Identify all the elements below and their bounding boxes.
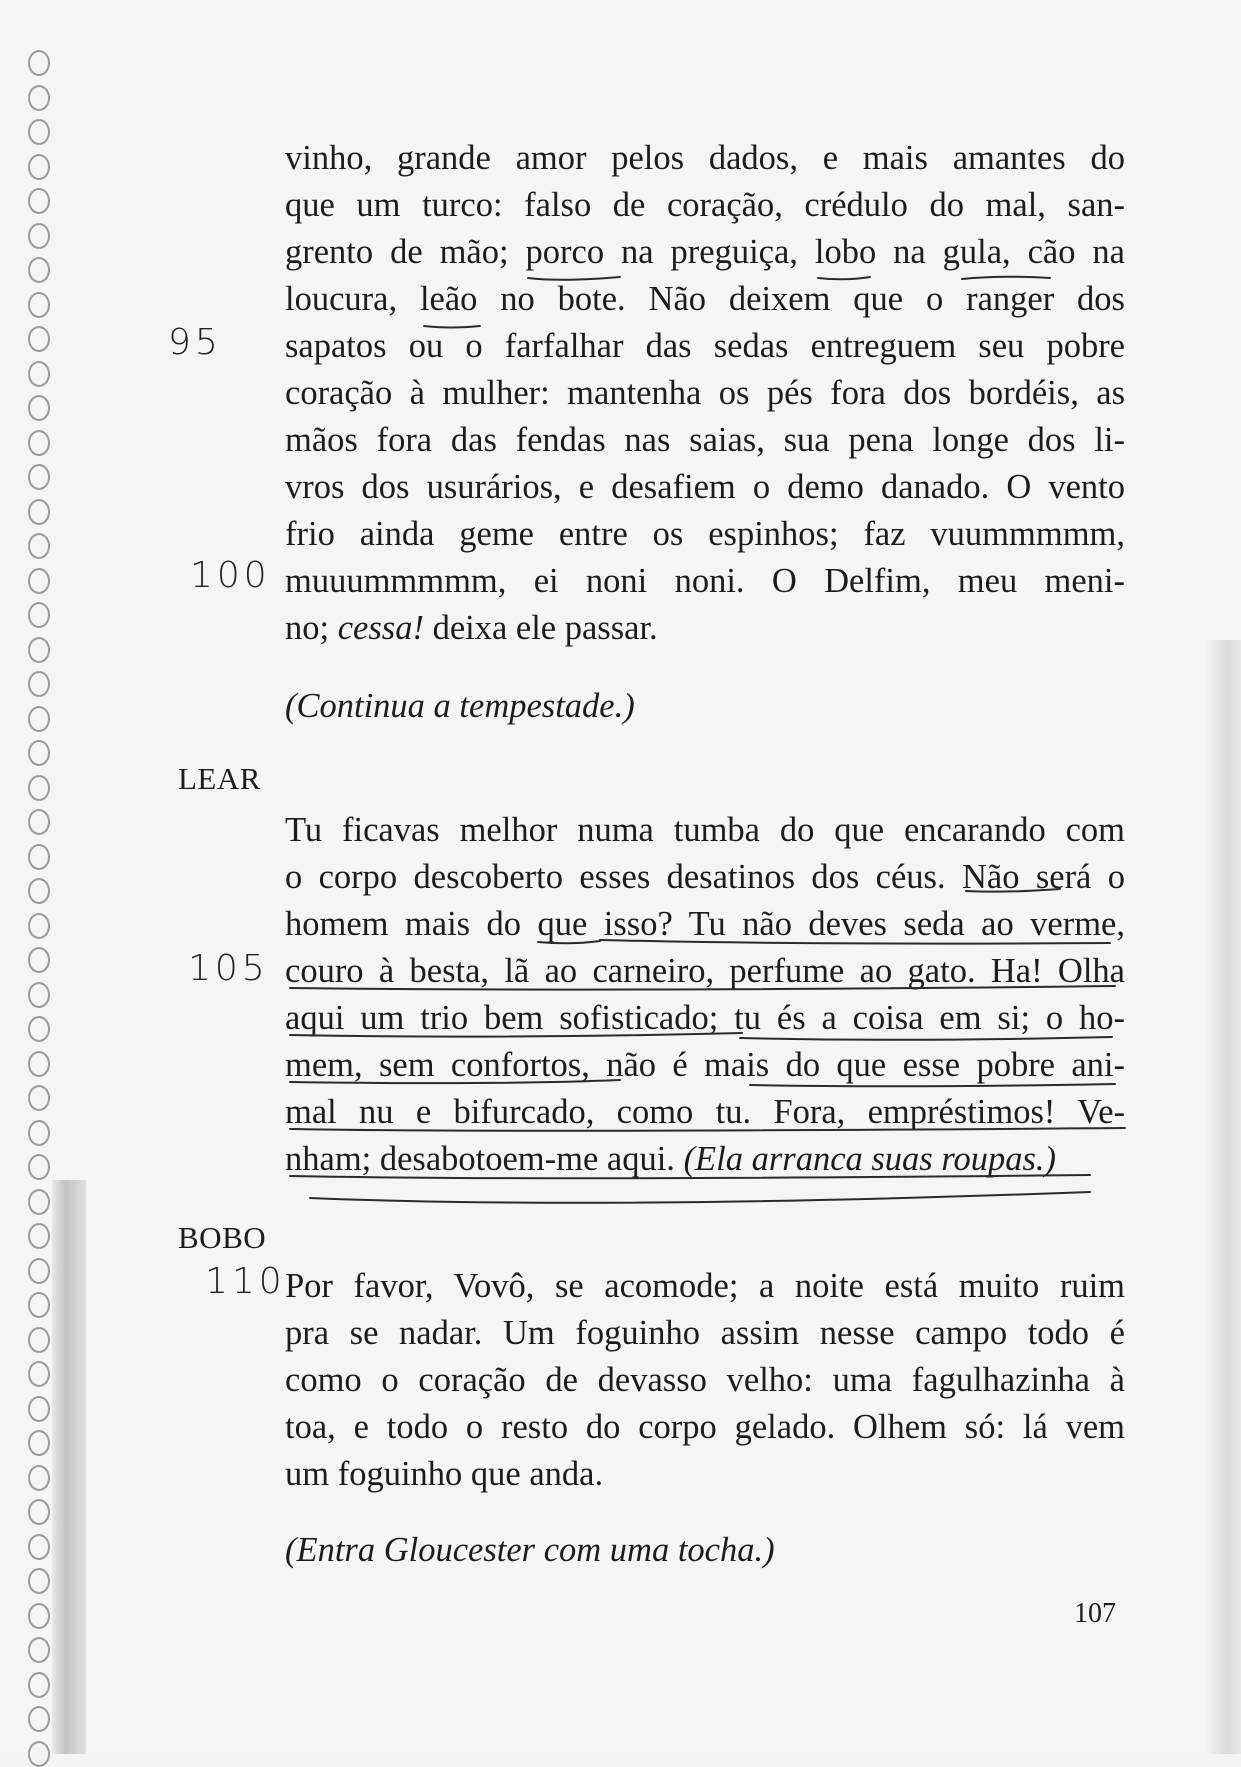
text-line: frio ainda geme entre os espinhos; faz vuummmmm,: [285, 515, 1125, 553]
text-line: que um turco: falso de coração, crédulo do mal, san-: [285, 186, 1125, 224]
underline-mark: [750, 1084, 1115, 1086]
text-line: mem, sem confortos, não é mais do que esse pobre ani-: [285, 1046, 1125, 1084]
text-line: o corpo descoberto esses desatinos dos céus. Não será o: [285, 858, 1125, 896]
italic-word: cessa!: [337, 609, 424, 647]
page-number: 107: [1074, 1598, 1116, 1629]
underline-mark: [740, 1037, 1112, 1040]
underline-mark: [290, 1033, 742, 1037]
underline-mark: [290, 986, 1115, 990]
text-line: toa, e todo o resto do corpo gelado. Olhem só: lá vem: [285, 1408, 1125, 1446]
margin-line-number: 100: [190, 555, 271, 596]
text-line: muuummmmm, ei noni noni. O Delfim, meu meni-: [285, 562, 1125, 600]
text-line: como o coração de devasso velho: uma fagulhazinha à: [285, 1361, 1125, 1399]
text-line: Tu ficavas melhor numa tumba do que encarando com: [285, 811, 1125, 849]
text-line: couro à besta, lã ao carneiro, perfume ao gato. Ha! Olha: [285, 952, 1125, 990]
text-line: grento de mão; porco na preguiça, lobo na gula, cão na: [285, 233, 1125, 271]
underline-mark: [962, 277, 1050, 279]
text-line: mal nu e bifurcado, como tu. Fora, empréstimos! Ve-: [285, 1093, 1125, 1131]
stage-direction: (Entra Gloucester com uma tocha.): [285, 1531, 775, 1569]
text-run: nham; desabotoem-me aqui.: [285, 1140, 684, 1178]
underline-mark: [528, 277, 620, 280]
underline-mark: [290, 1128, 1125, 1131]
underline-mark: [290, 1175, 1090, 1178]
text-line: Por favor, Vovô, se acomode; a noite está muito ruim: [285, 1267, 1125, 1305]
stage-direction-inline: (Ela arranca suas roupas.): [683, 1140, 1057, 1178]
underline-mark: [818, 277, 870, 279]
margin-line-number: 110: [205, 1261, 286, 1302]
underline-mark: [310, 1192, 1090, 1203]
text-line: vros dos usurários, e desafiem o demo danado. O vento: [285, 468, 1125, 506]
underline-mark: [600, 940, 1110, 944]
underline-mark: [424, 326, 480, 328]
text-line: sapatos ou o farfalhar das sedas entreguem seu pobre: [285, 327, 1125, 365]
underline-mark: [538, 941, 600, 943]
margin-line-number: 95: [168, 322, 222, 363]
text-line: mãos fora das fendas nas saias, sua pena longe dos li-: [285, 421, 1125, 459]
text-run: deixa ele passar.: [423, 609, 658, 647]
stage-direction: (Continua a tempestade.): [285, 687, 635, 725]
text-line: loucura, leão no bote. Não deixem que o ranger dos: [285, 280, 1125, 318]
text-line: coração à mulher: mantenha os pés fora dos bordéis, as: [285, 374, 1125, 412]
speaker-name: LEAR: [178, 761, 261, 796]
text-line: aqui um trio bem sofisticado; tu és a coisa em si; o ho-: [285, 999, 1125, 1037]
text-line: vinho, grande amor pelos dados, e mais amantes do: [285, 139, 1125, 177]
underline-mark: [290, 1080, 620, 1083]
text-run: no;: [285, 609, 338, 647]
underline-mark: [966, 889, 1060, 892]
margin-line-number: 105: [188, 948, 269, 989]
text-line: homem mais do que isso? Tu não deves seda ao verme,: [285, 905, 1125, 943]
speaker-name: BOBO: [178, 1220, 267, 1255]
text-line: pra se nadar. Um foguinho assim nesse campo todo é: [285, 1314, 1125, 1352]
text-line: um foguinho que anda.: [285, 1455, 604, 1493]
